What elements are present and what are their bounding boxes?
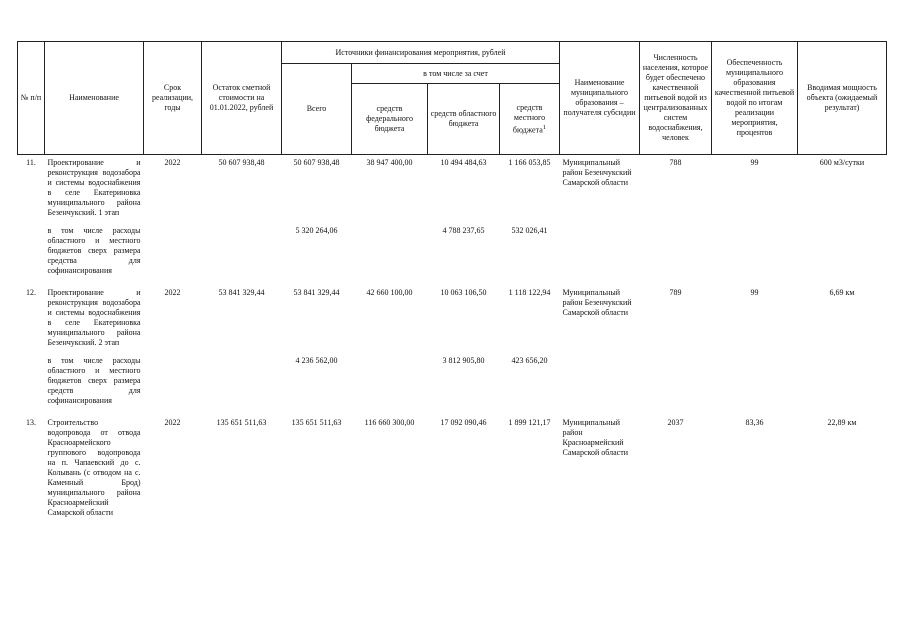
header-capacity: Вводимая мощность объекта (ожидаемый результат) [798, 42, 887, 155]
row-name: Проектирование и реконструкция водозабора и системы водоснабжения в селе Екатериновка муниципального района Безенчукский. 1 этап [47, 158, 141, 217]
row-name: Проектирование и реконструкция водозабора и системы водоснабжения в селе Екатериновка муниципального района Безенчукский. 2 этап [47, 288, 141, 347]
table-subrow [18, 348, 887, 406]
header-local [500, 84, 560, 155]
subrow-name: в том числе расходы областного и местного бюджетов сверх размера средства для софинансирования [47, 226, 141, 275]
row-regional: 10 494 484,63 [440, 158, 487, 167]
header-local-text: средств местного бюджета [512, 102, 546, 135]
row-population: 789 [669, 288, 682, 297]
header-population: Численность населения, которое будет обеспечено качественной питьевой водой из централизованных систем водоснабжения, человек [640, 42, 712, 155]
row-population: 2037 [667, 418, 684, 427]
row-local: 1 118 122,94 [508, 288, 551, 297]
row-name: Строительство водопровода от отвода Красноармейского группового водопровода на п. Чапаевский до с. Колывань (с отводом на с. Каменный Брод) муниципального района Красноармейский Самарской области [47, 418, 141, 517]
header-balance: Остаток сметной стоимости на 01.01.2022, рублей [202, 42, 282, 155]
row-local: 1 899 121,17 [508, 418, 551, 427]
header-local-sup: 1 [542, 123, 547, 131]
header-regional: средств областного бюджета [428, 84, 500, 155]
row-term: 2022 [164, 288, 181, 297]
row-municipality: Муниципальный район Красноармейский Самарской области [562, 418, 628, 457]
subrow-name: в том числе расходы областного и местного бюджетов сверх размера средств для софинансирования [47, 356, 141, 405]
row-term: 2022 [164, 418, 181, 427]
subrow-local: 423 656,20 [511, 356, 548, 365]
table-row [18, 155, 887, 219]
header-provision: Обеспеченность муниципального образования качественной питьевой водой по итогам реализации мероприятия, процентов [712, 42, 798, 155]
row-term: 2022 [164, 158, 181, 167]
header-total: Всего [282, 64, 352, 155]
table-subrow [18, 218, 887, 276]
header-incl: в том числе за счет [352, 64, 560, 84]
header-term: Срок реализации, годы [144, 42, 202, 155]
subrow-local: 532 026,41 [511, 226, 548, 235]
row-total: 135 651 511,63 [291, 418, 342, 427]
row-regional: 10 063 106,50 [440, 288, 487, 297]
row-provision: 83,36 [745, 418, 764, 427]
subrow-total: 5 320 264,06 [295, 226, 338, 235]
row-total: 53 841 329,44 [293, 288, 340, 297]
header-federal: средств федерального бюджета [352, 84, 428, 155]
row-local: 1 166 053,85 [508, 158, 551, 167]
financing-table [17, 41, 887, 518]
header-name: Наименование [45, 42, 144, 155]
row-balance: 50 607 938,48 [218, 158, 265, 167]
header-sources: Источники финансирования мероприятия, рублей [282, 42, 560, 64]
table-row [18, 276, 887, 348]
row-capacity: 22,89 км [827, 418, 857, 427]
subrow-total: 4 236 562,00 [295, 356, 338, 365]
row-total: 50 607 938,48 [293, 158, 340, 167]
header-num: № п/п [18, 42, 45, 155]
table-row [18, 406, 887, 518]
row-balance: 135 651 511,63 [216, 418, 267, 427]
row-municipality: Муниципальный район Безенчукский Самарской области [562, 288, 632, 317]
row-provision: 99 [750, 158, 759, 167]
subrow-regional: 4 788 237,65 [442, 226, 485, 235]
row-federal: 38 947 400,00 [366, 158, 413, 167]
row-num: 12. [26, 288, 36, 297]
row-population: 788 [669, 158, 682, 167]
row-provision: 99 [750, 288, 759, 297]
row-regional: 17 092 090,46 [440, 418, 487, 427]
row-federal: 116 660 300,00 [364, 418, 415, 427]
row-num: 11. [26, 158, 36, 167]
row-capacity: 600 м3/сутки [819, 158, 865, 167]
row-municipality: Муниципальный район Безенчукский Самарской области [562, 158, 632, 187]
row-balance: 53 841 329,44 [218, 288, 265, 297]
header-municipality: Наименование муниципального образования – получателя субсидии [560, 42, 640, 155]
row-federal: 42 660 100,00 [366, 288, 413, 297]
row-capacity: 6,69 км [829, 288, 855, 297]
row-num: 13. [26, 418, 36, 427]
subrow-regional: 3 812 905,80 [442, 356, 485, 365]
